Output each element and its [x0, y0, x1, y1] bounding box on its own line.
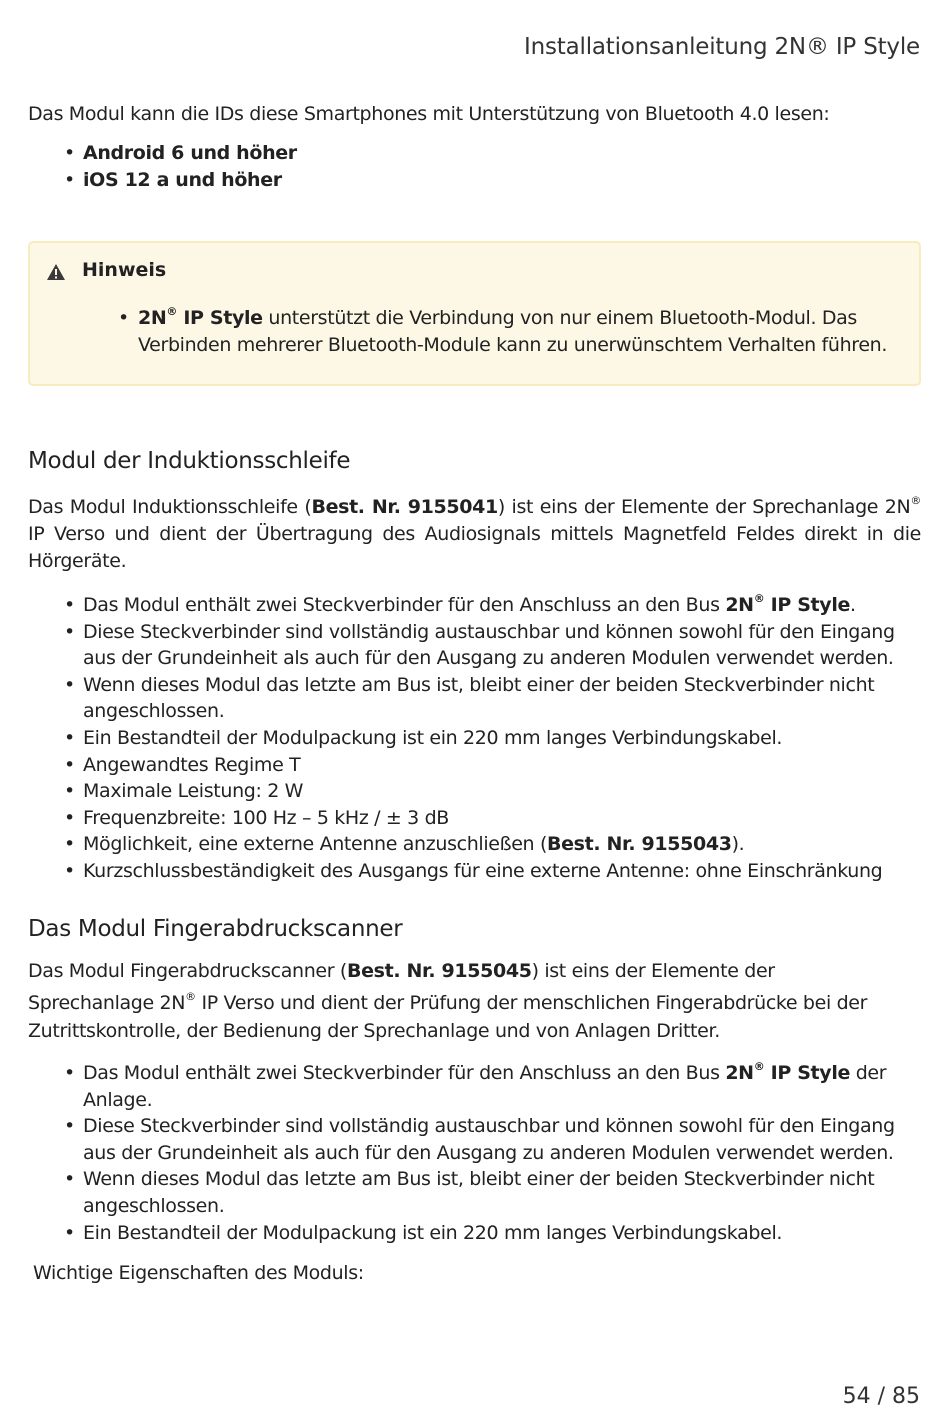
list-item: • 2N® IP Style unterstützt die Verbindung von nur einem Bluetooth-Modul. Das Verbinden mehrerer Bluetooth-Module kann zu unerwünschtem Verhalten führen. — [118, 305, 908, 359]
induction-paragraph: Das Modul Induktionsschleife (Best. Nr. 9155041) ist eins der Elemente der Sprechanlage 2N® IP Verso und dient der Übertragung des Audiosignals mittels Magnetfeld Feldes direkt in die Hörgeräte. — [28, 493, 921, 572]
bluetooth-intro: Das Modul kann die IDs diese Smartphones mit Unterstützung von Bluetooth 4.0 lesen: — [28, 103, 830, 125]
fingerprint-paragraph-rest: Sprechanlage 2N® IP Verso und dient der Prüfung der menschlichen Fingerabdrücke bei der Zutrittskontrolle, der Bedienung der Sprechanlage und von Anlagen Dritter. — [28, 989, 868, 1042]
list-item: • Angewandtes Regime T — [28, 752, 921, 779]
note-box — [28, 241, 921, 386]
section-heading-induction: Modul der Induktionsschleife — [28, 448, 351, 474]
list-item: • Wenn dieses Modul das letzte am Bus ist, bleibt einer der beiden Steckverbinder nicht angeschlossen. — [28, 1166, 921, 1219]
list-item: • Diese Steckverbinder sind vollständig austauschbar und können sowohl für den Eingang aus der Grundeinheit als auch für den Ausgang zu anderen Modulen verwendet werden. — [28, 619, 921, 672]
section-heading-fingerprint: Das Modul Fingerabdruckscanner — [28, 916, 403, 942]
list-item: • Maximale Leistung: 2 W — [28, 778, 921, 805]
list-item: • Das Modul enthält zwei Steckverbinder für den Anschluss an den Bus 2N® IP Style. — [28, 592, 921, 619]
list-item: • Ein Bestandteil der Modulpackung ist ein 220 mm langes Verbindungskabel. — [28, 725, 921, 752]
list-item: • Möglichkeit, eine externe Antenne anzuschließen (Best. Nr. 9155043). — [28, 831, 921, 858]
fingerprint-properties-label: Wichtige Eigenschaften des Moduls: — [33, 1262, 364, 1284]
list-item: • iOS 12 a und höher — [28, 167, 921, 194]
fingerprint-feature-list — [28, 1060, 921, 1246]
page-header-title: Installationsanleitung 2N® IP Style — [524, 34, 920, 60]
induction-feature-list — [28, 592, 921, 885]
list-item: • Ein Bestandteil der Modulpackung ist ein 220 mm langes Verbindungskabel. — [28, 1220, 921, 1247]
list-item: • Wenn dieses Modul das letzte am Bus ist, bleibt einer der beiden Steckverbinder nicht angeschlossen. — [28, 672, 921, 725]
list-item: • Kurzschlussbeständigkeit des Ausgangs für eine externe Antenne: ohne Einschränkung — [28, 858, 921, 885]
note-list — [118, 305, 908, 359]
list-item: • Android 6 und höher — [28, 140, 921, 167]
bluetooth-os-list — [28, 140, 921, 193]
note-title: Hinweis — [82, 259, 167, 281]
list-item: • Frequenzbreite: 100 Hz – 5 kHz / ± 3 dB — [28, 805, 921, 832]
fingerprint-paragraph-line1: Das Modul Fingerabdruckscanner (Best. Nr. 9155045) ist eins der Elemente der — [28, 960, 775, 982]
list-item: • Diese Steckverbinder sind vollständig austauschbar und können sowohl für den Eingang aus der Grundeinheit als auch für den Ausgang zu anderen Modulen verwendet werden. — [28, 1113, 921, 1166]
warning-triangle-icon — [46, 263, 66, 281]
list-item: • Das Modul enthält zwei Steckverbinder für den Anschluss an den Bus 2N® IP Style der Anlage. — [28, 1060, 921, 1113]
page-number: 54 / 85 — [842, 1384, 920, 1409]
